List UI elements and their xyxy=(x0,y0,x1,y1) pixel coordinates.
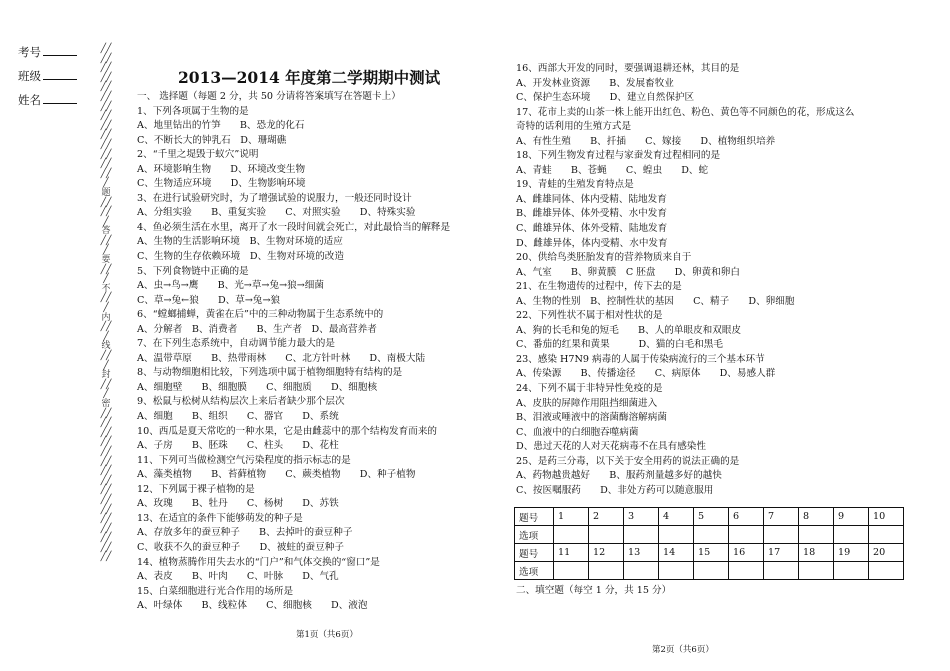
question-line: C、收获不久的蚕豆种子 D、被蛀的蚕豆种子 xyxy=(137,541,344,553)
question-line: A、存放多年的蚕豆种子 B、去掉叶的蚕豆种子 xyxy=(137,527,353,539)
question-line: A、表皮 B、叶肉 C、叶脉 D、气孔 xyxy=(137,571,339,583)
question-line: C、血液中的白细胞吞噬病菌 xyxy=(516,426,639,438)
answer-cell[interactable] xyxy=(729,526,764,544)
question-line: A、开发林业资源 B、发展畜牧业 xyxy=(516,77,674,89)
answer-cell[interactable] xyxy=(589,526,624,544)
answer-table xyxy=(514,507,904,580)
question-line: A、传染源 B、传播途径 C、病原体 D、易感人群 xyxy=(516,368,776,380)
question-line: A、地里钻出的竹笋 B、恐龙的化石 xyxy=(137,120,305,132)
question-line: 6、“螳螂捕蝉，黄雀在后”中的三种动物属于生态系统中的 xyxy=(137,309,384,321)
question-line: 16、西部大开发的同时，要强调退耕还林，其目的是 xyxy=(516,63,740,74)
page-number-right: 第2页（共6页） xyxy=(652,645,714,655)
question-line: D、雌雄异体，体内受精、水中发育 xyxy=(516,237,668,249)
answer-cell[interactable] xyxy=(799,526,834,544)
question-number: 18 xyxy=(799,544,834,562)
question-line: 2、“千里之堤毁于蚁穴”说明 xyxy=(137,149,259,161)
question-number: 19 xyxy=(834,544,869,562)
answer-cell[interactable] xyxy=(659,562,694,580)
question-line: 19、青蛙的生殖发育特点是 xyxy=(516,179,634,191)
questions-right-column xyxy=(516,62,854,498)
answer-cell[interactable] xyxy=(554,562,589,580)
option-label: 选项 xyxy=(515,562,554,580)
question-line: A、玫瑰 B、牡丹 C、杨树 D、苏铁 xyxy=(137,498,339,510)
class-field[interactable] xyxy=(18,68,77,84)
answer-cell[interactable] xyxy=(764,526,799,544)
question-number: 15 xyxy=(694,544,729,562)
question-line: A、雌雄同体、体内受精、陆地发育 xyxy=(516,193,667,205)
question-line: 20、供给鸟类胚胎发育的营养物质来自于 xyxy=(516,252,692,264)
questions-left-column xyxy=(137,90,450,614)
question-number-label: 题号 xyxy=(515,508,554,526)
question-number: 6 xyxy=(729,508,764,526)
question-line: A、分组实验 B、重复实验 C、对照实验 D、特殊实验 xyxy=(137,207,416,219)
question-number: 12 xyxy=(589,544,624,562)
answer-cell[interactable] xyxy=(659,526,694,544)
question-line: A、叶绿体 B、线粒体 C、细胞核 D、液泡 xyxy=(137,600,368,612)
answer-row-options-2 xyxy=(515,562,904,580)
question-line: A、生物的生活影响环境 B、生物对环境的适应 xyxy=(137,236,343,248)
answer-cell[interactable] xyxy=(799,562,834,580)
exam-number-field[interactable] xyxy=(18,44,77,60)
answer-cell[interactable] xyxy=(764,562,799,580)
question-number: 17 xyxy=(764,544,799,562)
question-line: C、生物适应环境 D、生物影响环境 xyxy=(137,178,306,190)
question-number-label: 题号 xyxy=(515,544,554,562)
question-line: 奇特的话利用的生殖方式是 xyxy=(516,121,632,133)
answer-cell[interactable] xyxy=(694,562,729,580)
question-number: 16 xyxy=(729,544,764,562)
question-line: 24、下列不属于非特异性免疫的是 xyxy=(516,383,663,395)
answer-cell[interactable] xyxy=(589,562,624,580)
question-line: 一、 选择题（每题 2 分，共 50 分请将答案填写在答题卡上） xyxy=(137,91,401,102)
class-label: 班级 xyxy=(18,69,41,83)
answer-row-options-1 xyxy=(515,526,904,544)
question-line: B、泪液或唾液中的溶菌酶溶解病菌 xyxy=(516,412,667,424)
question-line: A、子房 B、胚珠 C、柱头 D、花柱 xyxy=(137,440,339,452)
question-line: A、细胞壁 B、细胞膜 C、细胞质 D、细胞核 xyxy=(137,381,378,393)
question-line: 13、在适宜的条件下能够萌发的种子是 xyxy=(137,512,303,524)
question-line: 8、与动物细胞相比较，下列选项中属于植物细胞特有结构的是 xyxy=(137,367,403,379)
answer-cell[interactable] xyxy=(834,562,869,580)
answer-row-numbers-1 xyxy=(515,508,904,526)
section-fill-in-heading: 二、填空题（每空 1 分，共 15 分） xyxy=(516,585,672,596)
question-number: 10 xyxy=(869,508,904,526)
exam-number-label: 考号 xyxy=(18,45,41,59)
name-field[interactable] xyxy=(18,92,77,108)
question-line: A、狗的长毛和兔的短毛 B、人的单眼皮和双眼皮 xyxy=(516,324,742,336)
question-number: 5 xyxy=(694,508,729,526)
question-line: A、环境影响生物 D、环境改变生物 xyxy=(137,163,306,175)
question-line: 9、松鼠与松树从结构层次上来后者缺少那个层次 xyxy=(137,396,345,408)
question-line: 5、下列食物链中正确的是 xyxy=(137,265,249,277)
question-line: A、气室 B、卵黄膜 C 胚盘 D、卵黄和卵白 xyxy=(516,266,740,278)
question-number: 7 xyxy=(764,508,799,526)
answer-cell[interactable] xyxy=(729,562,764,580)
question-line: A、细胞 B、组织 C、器官 D、系统 xyxy=(137,411,339,423)
question-line: 4、鱼必须生活在水里，离开了水一段时间就会死亡，对此最恰当的解释是 xyxy=(137,221,451,233)
question-line: A、温带草原 B、热带雨林 C、北方针叶林 D、南极大陆 xyxy=(137,352,426,364)
answer-cell[interactable] xyxy=(869,562,904,580)
question-number: 9 xyxy=(834,508,869,526)
question-line: C、草→兔←狼 D、草→兔→狼 xyxy=(137,294,281,306)
answer-cell[interactable] xyxy=(554,526,589,544)
question-line: C、不断长大的钟乳石 D、珊瑚礁 xyxy=(137,134,287,146)
answer-cell[interactable] xyxy=(694,526,729,544)
question-line: A、药物越贵越好 B、服药剂量越多好的越快 xyxy=(516,470,722,482)
question-line: C、雌雄异体、体外受精、陆地发育 xyxy=(516,223,668,235)
answer-cell[interactable] xyxy=(834,526,869,544)
question-line: A、分解者 B、消费者 B、生产者 D、最高营养者 xyxy=(137,323,377,335)
question-line: A、虫→鸟→鹰 B、光→草→兔→狼→细菌 xyxy=(137,280,324,292)
question-line: D、患过天花的人对天花病毒不在具有感染性 xyxy=(516,441,706,453)
answer-row-numbers-2 xyxy=(515,544,904,562)
question-number: 8 xyxy=(799,508,834,526)
question-line: 18、下列生物发育过程与家蚕发育过程相同的是 xyxy=(516,150,721,162)
page-number-left: 第1页（共6页） xyxy=(296,630,358,640)
question-number: 13 xyxy=(624,544,659,562)
question-line: 15、白菜细胞进行光合作用的场所是 xyxy=(137,585,294,597)
question-number: 1 xyxy=(554,508,589,526)
question-line: C、按医嘱服药 D、非处方药可以随意服用 xyxy=(516,484,714,496)
question-number: 11 xyxy=(554,544,589,562)
question-line: A、有性生殖 B、扦插 C、嫁接 D、植物组织培养 xyxy=(516,135,776,147)
question-line: 11、下列可当做检测空气污染程度的指示标志的是 xyxy=(137,454,351,466)
question-number: 4 xyxy=(659,508,694,526)
question-line: 23、感染 H7N9 病毒的人属于传染病流行的三个基本环节 xyxy=(516,353,765,365)
question-line: 1、下列各项属于生物的是 xyxy=(137,105,249,117)
question-number: 14 xyxy=(659,544,694,562)
question-line: 10、西瓜是夏天常吃的一种水果，它是由雌蕊中的那个结构发育而来的 xyxy=(137,425,438,437)
question-line: 14、植物蒸腾作用失去水的“门户”和气体交换的“窗口”是 xyxy=(137,556,380,568)
question-line: 25、是药三分毒，以下关于安全用药的说法正确的是 xyxy=(516,455,740,467)
question-line: C、生物的生存依赖环境 D、生物对环境的改造 xyxy=(137,251,344,263)
question-line: 7、在下列生态系统中，自动调节能力最大的是 xyxy=(137,338,335,350)
question-line: A、皮肤的屏障作用阻挡细菌进入 xyxy=(516,397,658,409)
question-number: 20 xyxy=(869,544,904,562)
question-line: C、保护生态环境 D、建立自然保护区 xyxy=(516,92,695,104)
question-line: A、藻类植物 B、苔藓植物 C、蕨类植物 D、种子植物 xyxy=(137,469,416,481)
question-line: 3、在进行试验研究时，为了增强试验的说服力，一般还同时设计 xyxy=(137,192,412,204)
question-number: 2 xyxy=(589,508,624,526)
answer-cell[interactable] xyxy=(869,526,904,544)
question-line: B、雌雄异体、体外受精、水中发育 xyxy=(516,208,667,220)
answer-cell[interactable] xyxy=(624,526,659,544)
binding-line: ╱╱╱╱╱╱╱╱╱╱╱╱╱╱╱╱╱╱╱╱╱╱╱╱╱╱╱╱╱ 题 ╱╱╱╱╱ 答 ╱╱╱ 要 ╱╱╱ 不 ╱╱╱ 内 ╱╱╱ 线 ╱╱╱ 封 ╱╱╱ 密 ╱╱╱╱╱╱╱╱╱╱╱╱╱╱╱╱╱╱╱╱╱╱╱╱╱╱╱╱╱╱╱╱ xyxy=(100,44,112,563)
question-line: C、番茄的红果和黄果 D、猫的白毛和黑毛 xyxy=(516,339,723,351)
question-number: 3 xyxy=(624,508,659,526)
name-label: 姓名 xyxy=(18,93,41,107)
question-line: 17、花市上卖的山茶一株上能开出红色、粉色、黄色等不同颜色的花，形成这么 xyxy=(516,106,855,118)
question-line: 12、下列属于裸子植物的是 xyxy=(137,483,255,495)
question-line: 21、在生物遗传的过程中，传下去的是 xyxy=(516,281,682,293)
exam-title: 2013—2014 年度第二学期期中测试 xyxy=(178,68,441,87)
question-line: A、青蛙 B、苍蝇 C、蝗虫 D、蛇 xyxy=(516,164,709,176)
answer-cell[interactable] xyxy=(624,562,659,580)
question-line: A、生物的性别 B、控制性状的基因 C、精子 D、卵细胞 xyxy=(516,295,795,307)
option-label: 选项 xyxy=(515,526,554,544)
question-line: 22、下列性状不属于相对性状的是 xyxy=(516,310,663,322)
